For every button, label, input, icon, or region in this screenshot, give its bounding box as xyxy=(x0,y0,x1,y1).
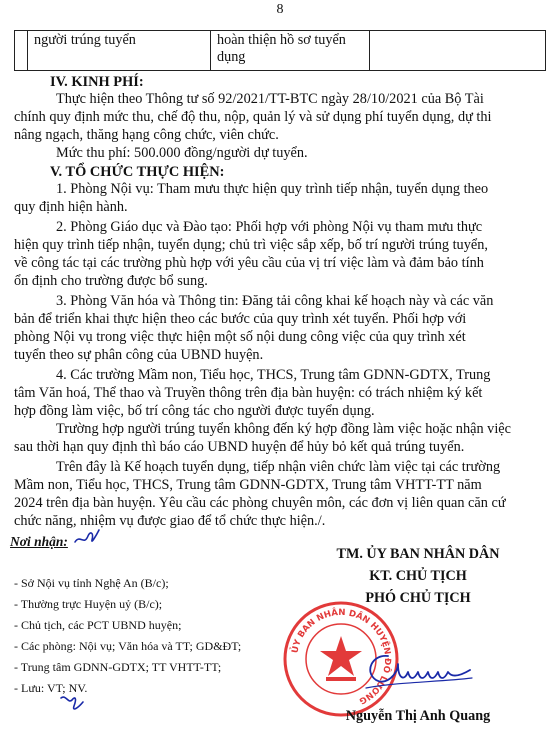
recipient-item: - Thường trực Huyện uỷ (B/c); xyxy=(14,597,163,611)
fee-line: Mức thu phí: 500.000 đồng/người dự tuyển. xyxy=(56,145,308,161)
paragraph-line: Thực hiện theo Thông tư số 92/2021/TT-BTC ngày 28/10/2021 của Bộ Tài xyxy=(56,91,484,107)
paragraph-line: 2024 trên địa bàn huyện. Yêu cầu các phòng chuyên môn, các đơn vị liên quan căn cứ xyxy=(14,495,506,511)
paragraph-line: phòng Nội vụ trong việc thực hiện một số nội dung công việc của quy trình xét xyxy=(14,329,466,345)
section-heading-funding: IV. KINH PHÍ: xyxy=(50,74,144,90)
paragraph-line: 4. Các trường Mầm non, Tiểu học, THCS, Trung tâm GDNN-GDTX, Trung xyxy=(56,367,491,383)
paragraph-line: về công tác tại các trường phù hợp với yêu cầu của vị trí việc làm và đảm bảo tính xyxy=(14,255,484,271)
paragraph-line: 1. Phòng Nội vụ: Tham mưu thực hiện quy trình tiếp nhận, tuyển dụng theo xyxy=(56,181,489,197)
recipients-title: Nơi nhận: xyxy=(10,534,68,549)
signature-authority: TM. ỦY BAN NHÂN DÂN xyxy=(336,546,500,562)
paragraph-line: sau thời hạn quy định thì báo cáo UBND huyện để hủy bỏ kết quả trúng tuyển. xyxy=(14,439,465,455)
table-row xyxy=(15,31,546,71)
recipient-item: - Sở Nội vụ tỉnh Nghệ An (B/c); xyxy=(14,576,169,590)
section-heading-implementation: V. TỔ CHỨC THỰC HIỆN: xyxy=(50,164,225,180)
paragraph-line: chính quy định mức thu, chế độ thu, nộp, quản lý và sử dụng phí tuyển dụng, dự thi xyxy=(14,109,492,125)
paragraph-line: Trường hợp người trúng tuyển không đến ký hợp đồng làm việc hoặc nhận việc xyxy=(56,421,511,437)
recruitment-table-fragment xyxy=(14,30,546,71)
initial-mark-icon xyxy=(58,690,86,716)
paragraph-line: 2. Phòng Giáo dục và Đào tạo: Phối hợp với phòng Nội vụ tham mưu thực xyxy=(56,219,483,235)
paragraph-line: bản để triển khai thực hiện theo các bước của quy trình xét tuyển. Phối hợp với xyxy=(14,311,467,327)
handwritten-signature-icon xyxy=(358,642,476,702)
paragraph-line: 3. Phòng Văn hóa và Thông tin: Đăng tải công khai kế hoạch này và các văn xyxy=(56,293,494,309)
paragraph-line: hiện quy trình tiếp nhận, tuyển dụng; chủ trì việc sắp xếp, bố trí người trúng tuyển, xyxy=(14,237,488,253)
page-number: 8 xyxy=(276,2,284,17)
signature-title: PHÓ CHỦ TỊCH xyxy=(365,590,471,606)
signature-deputy-line: KT. CHỦ TỊCH xyxy=(369,568,467,584)
recipient-item: - Các phòng: Nội vụ; Văn hóa và TT; GD&ĐT; xyxy=(14,639,242,653)
svg-text:ỦY BAN NHÂN DÂN HUYỆN ĐÔ LƯƠNG: ỦY BAN NHÂN DÂN HUYỆN ĐÔ LƯƠNG xyxy=(290,607,393,706)
paragraph-line: tâm Văn hoá, Thể thao và Truyền thông trên địa bàn huyện: có trách nhiệm ký kết xyxy=(14,385,483,401)
paragraph-line: Mầm non, Tiểu học, THCS, Trung tâm GDNN-GDTX, Trung tâm VHTT-TT năm xyxy=(14,477,482,493)
table-cell-left: người trúng tuyển xyxy=(28,31,211,71)
paragraph-line: tuyển theo sự phân công của UBND huyện. xyxy=(14,347,264,363)
paragraph-line: chức năng, nhiệm vụ được giao để tổ chức thực hiện./. xyxy=(14,513,326,529)
table-cell-right: hoàn thiện hồ sơ tuyển dụng xyxy=(211,31,370,71)
recipient-item: - Chủ tịch, các PCT UBND huyện; xyxy=(14,618,182,632)
paragraph-line: nâng ngạch, thăng hạng công chức, viên chức. xyxy=(14,127,279,143)
paragraph-line: Trên đây là Kế hoạch tuyển dụng, tiếp nhận viên chức làm việc tại các trường xyxy=(56,459,501,475)
initial-mark-icon xyxy=(72,526,102,552)
signer-name: Nguyễn Thị Anh Quang xyxy=(345,708,491,724)
table-cell-empty xyxy=(370,31,546,71)
recipient-item: - Trung tâm GDNN-GDTX; TT VHTT-TT; xyxy=(14,660,222,674)
table-cell-empty xyxy=(15,31,28,71)
paragraph-line: ổn định cho trường được bổ sung. xyxy=(14,273,208,289)
recipient-item: - Lưu: VT; NV. xyxy=(14,681,88,695)
paragraph-line: hợp đồng làm việc, bố trí công tác cho người được tuyển dụng. xyxy=(14,403,375,419)
paragraph-line: quy định hiện hành. xyxy=(14,199,128,215)
